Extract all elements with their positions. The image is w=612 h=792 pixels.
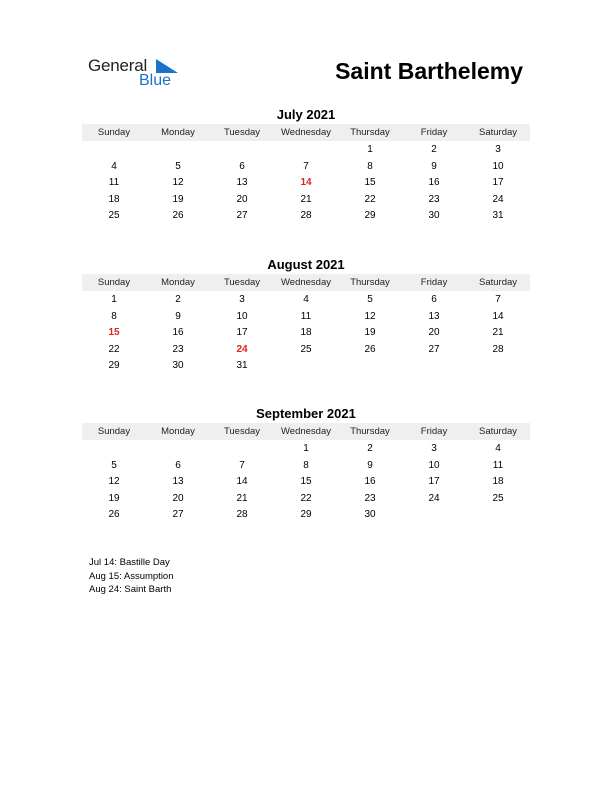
logo-blue-text: Blue — [139, 72, 172, 89]
holiday-note: Aug 24: Saint Barth — [89, 584, 172, 595]
day-cell: 5 — [367, 294, 373, 305]
weekday-label: Saturday — [478, 127, 518, 138]
day-cell: 3 — [495, 144, 501, 155]
day-cell: 16 — [364, 476, 376, 487]
day-cell: 2 — [431, 144, 437, 155]
day-cell: 24 — [428, 492, 440, 504]
day-cell: 24 — [492, 193, 504, 205]
weekday-header-row — [82, 124, 530, 141]
day-cell: 14 — [236, 476, 248, 487]
day-cell: 25 — [108, 210, 120, 221]
day-cell: 24 — [236, 343, 248, 355]
week-row — [82, 325, 530, 342]
day-cell: 7 — [303, 160, 309, 172]
day-cell: 7 — [239, 459, 245, 471]
weekday-label: Monday — [161, 277, 195, 288]
country-title: Saint Barthelemy — [335, 58, 523, 84]
day-cell: 5 — [175, 160, 181, 172]
weekday-label: Sunday — [97, 277, 131, 288]
holiday-notes — [89, 556, 174, 597]
day-cell: 12 — [108, 476, 120, 487]
day-cell: 2 — [367, 443, 373, 454]
day-cell: 25 — [492, 492, 504, 504]
day-cell: 10 — [492, 160, 504, 172]
day-cell: 9 — [367, 459, 373, 471]
day-cell: 17 — [236, 327, 248, 338]
day-cell: 23 — [428, 193, 440, 205]
holiday-note: Aug 15: Assumption — [89, 570, 174, 582]
day-cell — [274, 142, 338, 159]
day-cell: 12 — [172, 177, 184, 188]
week-row — [82, 309, 530, 326]
day-cell: 12 — [364, 310, 376, 322]
day-cell: 2 — [175, 294, 181, 305]
day-cell: 27 — [172, 509, 184, 520]
day-cell: 22 — [300, 492, 312, 504]
day-cell: 26 — [108, 509, 120, 520]
day-cell — [402, 507, 466, 524]
day-cell: 16 — [172, 327, 184, 338]
month-title: August 2021 — [267, 257, 345, 272]
day-cell: 17 — [428, 476, 440, 487]
week-row — [82, 175, 530, 192]
day-cell: 18 — [108, 193, 120, 205]
day-cell: 23 — [364, 492, 376, 504]
day-cell: 30 — [428, 210, 440, 221]
week-row — [82, 192, 530, 209]
day-cell — [466, 358, 530, 375]
day-cell: 16 — [428, 177, 440, 188]
day-cell: 4 — [303, 294, 309, 305]
weekday-label: Thursday — [350, 426, 390, 437]
day-cell: 14 — [300, 177, 312, 188]
day-cell — [338, 358, 402, 375]
day-cell — [402, 358, 466, 375]
day-cell: 11 — [492, 459, 504, 471]
weekday-label: Thursday — [350, 277, 390, 288]
day-cell: 1 — [367, 144, 373, 155]
month-september — [82, 405, 530, 524]
week-row — [82, 441, 530, 458]
day-cell: 14 — [492, 310, 504, 322]
day-cell — [82, 142, 146, 159]
day-cell: 11 — [300, 310, 312, 322]
day-cell: 19 — [364, 327, 376, 338]
day-cell: 30 — [172, 360, 184, 371]
day-cell: 30 — [364, 509, 376, 520]
day-cell: 13 — [236, 177, 248, 188]
weekday-label: Friday — [420, 277, 448, 288]
day-cell — [82, 441, 146, 458]
day-cell: 6 — [431, 294, 437, 305]
day-cell — [210, 441, 274, 458]
day-cell: 20 — [172, 492, 184, 504]
day-cell: 21 — [236, 492, 248, 504]
day-cell: 31 — [236, 360, 248, 371]
day-cell: 4 — [495, 443, 501, 454]
logo-general-text: General — [88, 56, 148, 75]
weekday-label: Sunday — [97, 127, 131, 138]
day-cell: 22 — [364, 193, 376, 205]
day-cell: 21 — [492, 327, 504, 338]
generalblue-logo — [88, 56, 188, 92]
month-august — [82, 256, 530, 375]
weekday-header-row — [82, 274, 530, 291]
weekday-label: Tuesday — [223, 127, 261, 138]
day-cell: 10 — [236, 310, 248, 322]
day-cell: 6 — [175, 459, 181, 471]
weekday-label: Tuesday — [223, 277, 261, 288]
day-cell: 3 — [239, 294, 245, 305]
day-cell: 11 — [108, 177, 120, 188]
week-row — [82, 358, 530, 375]
day-cell: 18 — [300, 327, 312, 338]
weekday-label: Monday — [161, 127, 195, 138]
day-cell: 13 — [172, 476, 184, 487]
week-row — [82, 142, 530, 159]
day-cell: 1 — [303, 443, 309, 454]
month-july — [82, 106, 530, 225]
day-cell: 26 — [364, 343, 376, 355]
logo-triangle-icon — [156, 59, 178, 73]
week-row — [82, 208, 530, 225]
weekday-header-row — [82, 423, 530, 440]
weekday-label: Saturday — [478, 426, 518, 437]
day-cell: 4 — [111, 160, 117, 172]
weekday-label: Tuesday — [223, 426, 261, 437]
day-cell: 19 — [108, 492, 120, 504]
day-cell — [274, 358, 338, 375]
day-cell: 21 — [300, 193, 312, 205]
day-cell: 13 — [428, 310, 440, 322]
day-cell: 20 — [236, 193, 248, 205]
day-cell: 29 — [108, 360, 120, 371]
month-title: July 2021 — [276, 107, 336, 122]
day-cell: 29 — [300, 509, 312, 520]
day-cell — [210, 142, 274, 159]
day-cell: 10 — [428, 459, 440, 471]
weekday-label: Thursday — [350, 127, 390, 138]
weekday-label: Monday — [161, 426, 195, 437]
day-cell: 19 — [172, 193, 184, 205]
day-cell: 15 — [300, 476, 312, 487]
day-cell: 6 — [239, 160, 245, 172]
week-row — [82, 292, 530, 309]
day-cell: 17 — [492, 177, 504, 188]
week-row — [82, 342, 530, 359]
weekday-label: Friday — [420, 426, 448, 437]
day-cell: 28 — [492, 343, 504, 355]
day-cell: 15 — [364, 177, 376, 188]
day-cell: 27 — [428, 343, 440, 355]
weekday-label: Friday — [420, 127, 448, 138]
day-cell: 26 — [172, 210, 184, 221]
day-cell: 23 — [172, 343, 184, 355]
day-cell — [466, 507, 530, 524]
month-title: September 2021 — [256, 406, 356, 421]
day-cell: 29 — [364, 210, 376, 221]
weekday-label: Wednesday — [281, 127, 331, 138]
day-cell — [146, 441, 210, 458]
day-cell: 8 — [111, 310, 117, 322]
day-cell: 8 — [367, 160, 373, 172]
day-cell: 15 — [108, 327, 120, 338]
day-cell: 28 — [300, 210, 312, 221]
day-cell: 22 — [108, 343, 120, 355]
day-cell: 5 — [111, 459, 117, 471]
weekday-label: Wednesday — [281, 426, 331, 437]
day-cell: 9 — [431, 160, 437, 172]
day-cell: 18 — [492, 476, 504, 487]
day-cell: 27 — [236, 210, 248, 221]
day-cell — [146, 142, 210, 159]
week-row — [82, 507, 530, 524]
day-cell: 25 — [300, 343, 312, 355]
day-cell: 1 — [111, 294, 117, 305]
holiday-note: Jul 14: Bastille Day — [89, 557, 170, 568]
day-cell: 28 — [236, 509, 248, 520]
day-cell: 3 — [431, 443, 437, 454]
week-row — [82, 458, 530, 475]
day-cell: 20 — [428, 327, 440, 338]
week-row — [82, 159, 530, 176]
day-cell: 31 — [492, 210, 504, 221]
day-cell: 7 — [495, 294, 501, 305]
weekday-label: Saturday — [478, 277, 518, 288]
week-row — [82, 491, 530, 508]
day-cell: 9 — [175, 310, 181, 322]
weekday-label: Wednesday — [281, 277, 331, 288]
weekday-label: Sunday — [97, 426, 131, 437]
week-row — [82, 474, 530, 491]
day-cell: 8 — [303, 459, 309, 471]
